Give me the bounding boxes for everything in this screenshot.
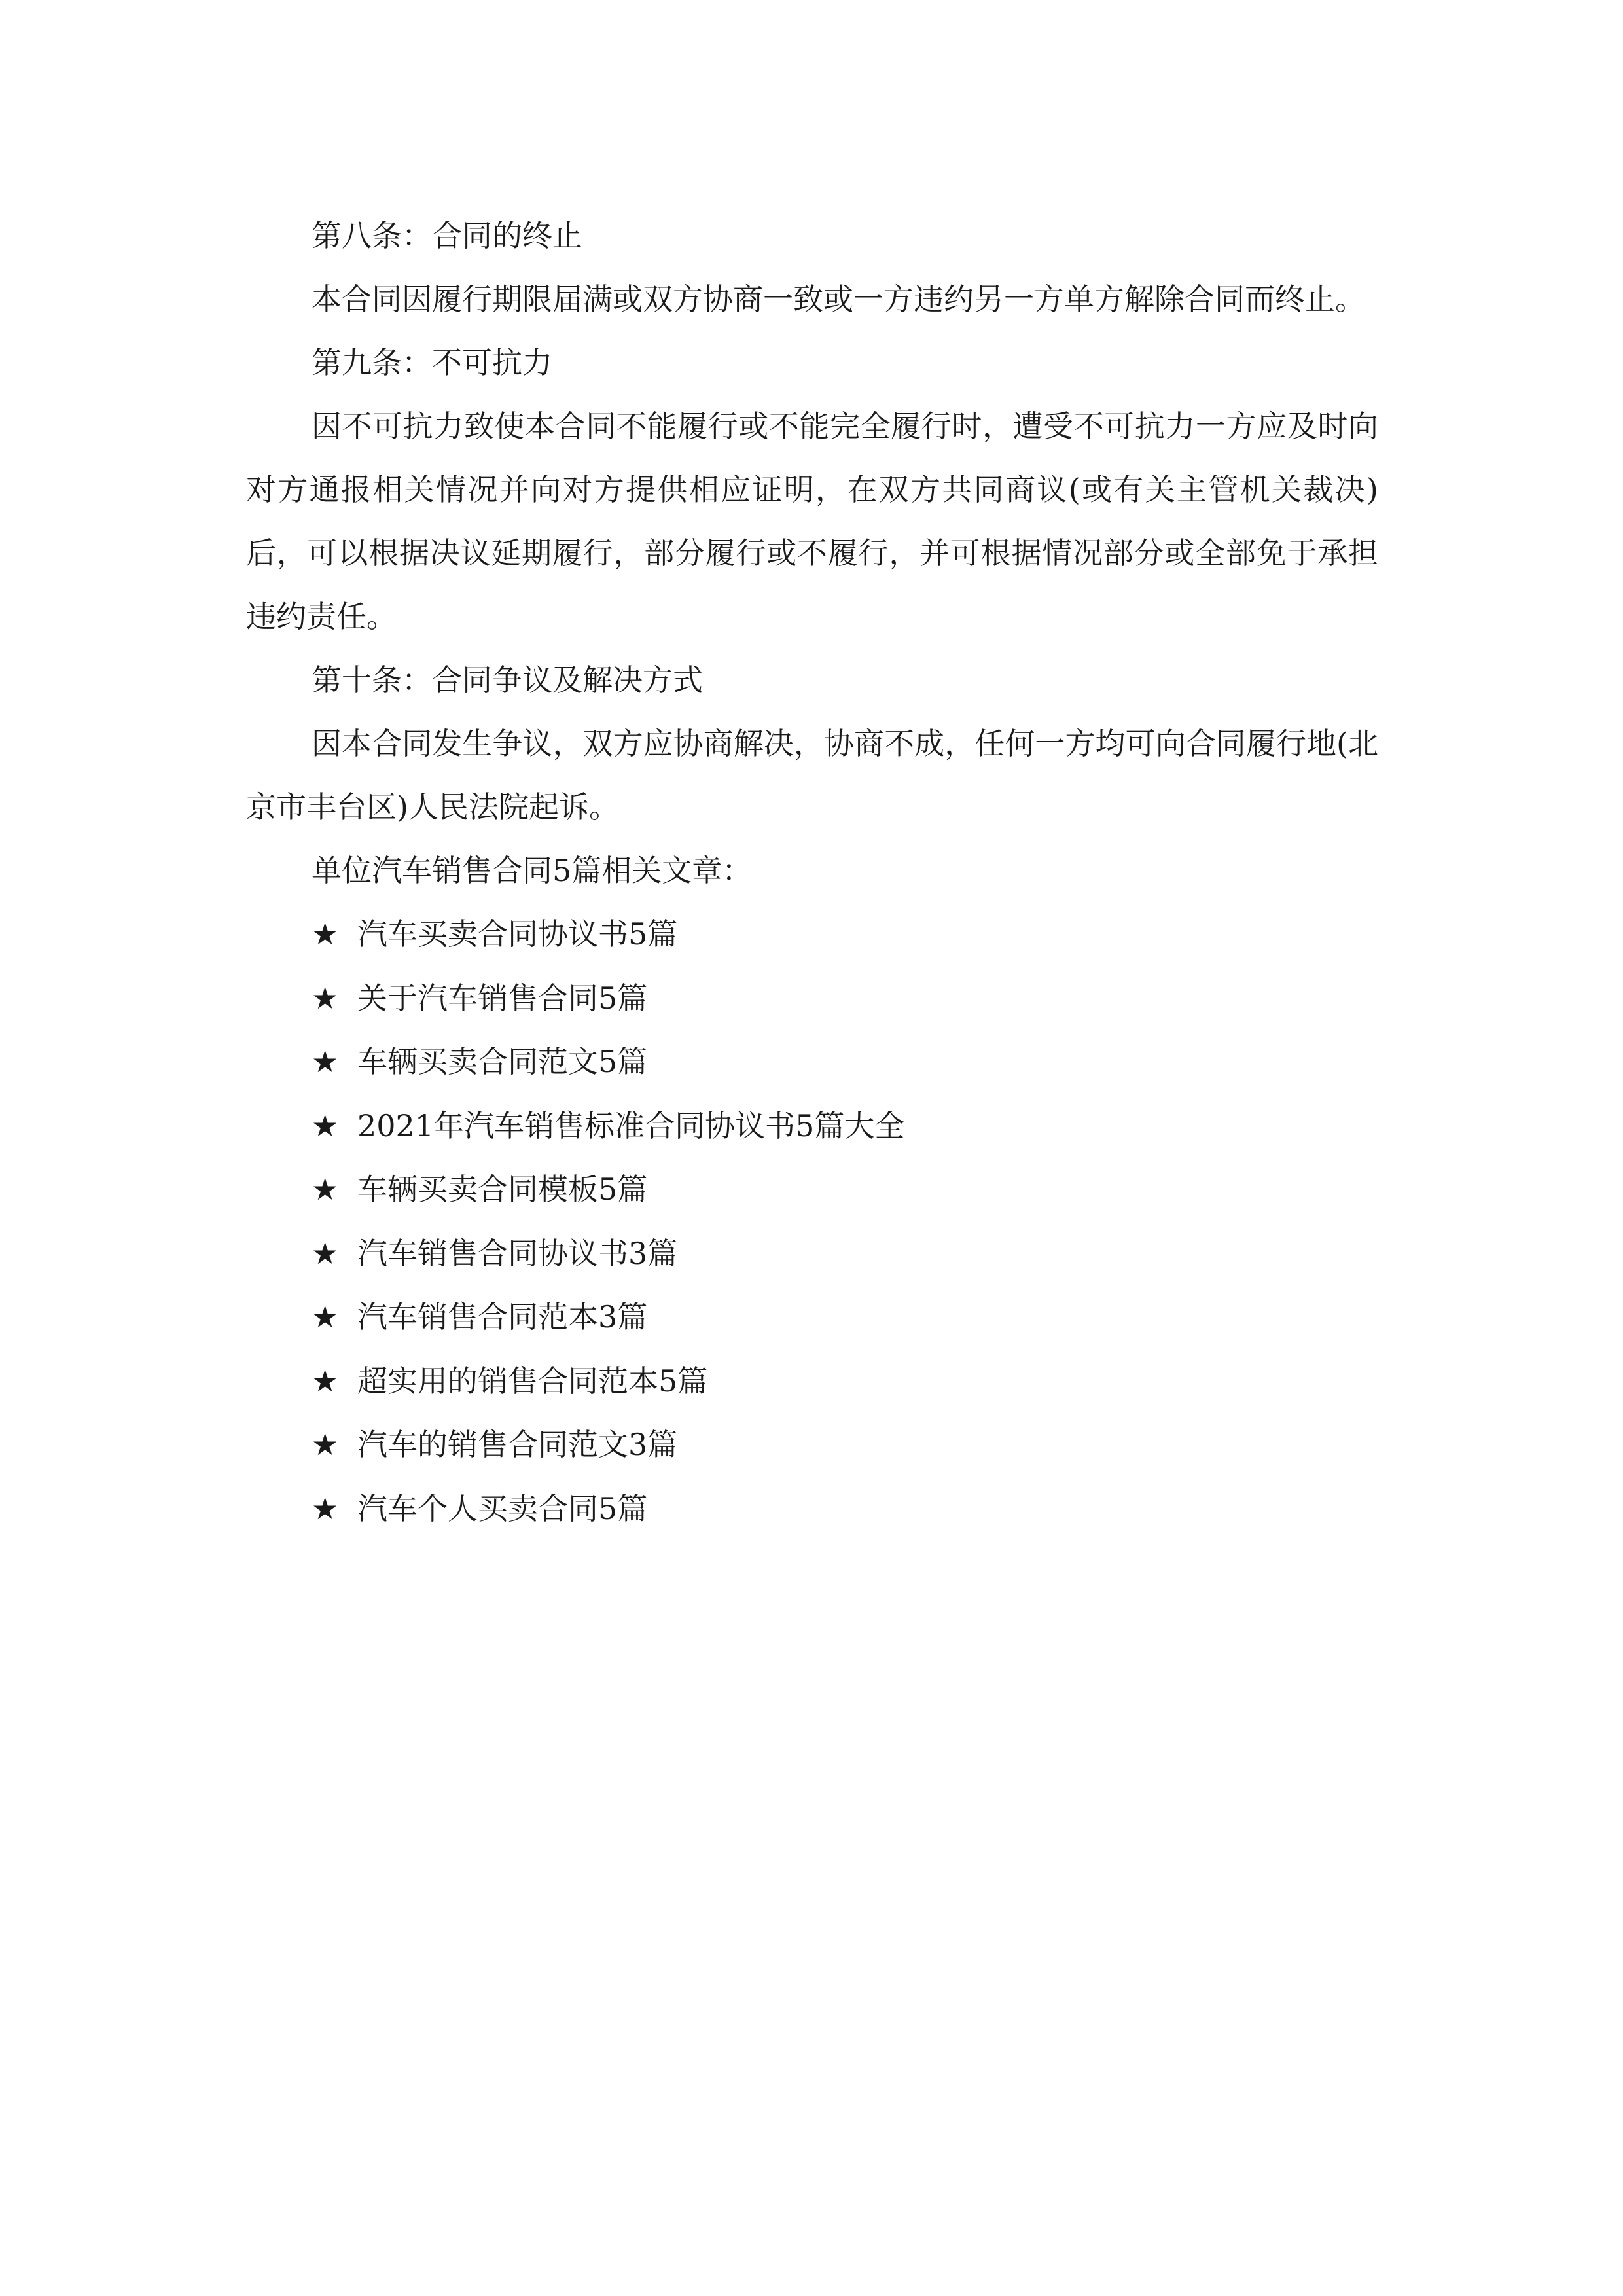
- related-article-link[interactable]: ★ 2021年汽车销售标准合同协议书5篇大全: [246, 1094, 1378, 1158]
- section-paragraph-8: 本合同因履行期限届满或双方协商一致或一方违约另一方单方解除合同而终止。: [312, 281, 1365, 317]
- star-icon: ★: [312, 1490, 339, 1526]
- star-icon: ★: [312, 1427, 339, 1462]
- related-article-link[interactable]: ★ 关于汽车销售合同5篇: [246, 967, 1378, 1031]
- star-icon: ★: [312, 1235, 339, 1271]
- related-article-link[interactable]: ★ 超实用的销售合同范本5篇: [246, 1350, 1378, 1414]
- related-article-link[interactable]: ★ 车辆买卖合同范文5篇: [246, 1030, 1378, 1094]
- section-paragraph-10: 因本合同发生争议，双方应协商解决，协商不成，任何一方均可向合同履行地(北京市丰台区)人民法院起诉。: [246, 726, 1378, 825]
- section-heading-9: 第九条：不可抗力: [312, 345, 552, 380]
- related-articles-title: 单位汽车销售合同5篇相关文章：: [312, 853, 753, 888]
- star-icon: ★: [312, 1172, 339, 1207]
- star-icon: ★: [312, 980, 339, 1016]
- star-icon: ★: [312, 1299, 339, 1335]
- section-paragraph-9: 因不可抗力致使本合同不能履行或不能完全履行时，遭受不可抗力一方应及时向对方通报相关情况并向对方提供相应证明，在双方共同商议(或有关主管机关裁决)后，可以根据决议延期履行，部分履行或不履行，并可根据情况部分或全部免于承担违约责任。: [246, 408, 1378, 634]
- section-heading-8: 第八条：合同的终止: [312, 218, 582, 253]
- star-icon: ★: [312, 916, 339, 952]
- related-article-link[interactable]: ★ 汽车销售合同范本3篇: [246, 1285, 1378, 1350]
- related-article-link[interactable]: ★ 汽车个人买卖合同5篇: [246, 1477, 1378, 1541]
- related-article-link[interactable]: ★ 汽车的销售合同范文3篇: [246, 1413, 1378, 1477]
- section-heading-10: 第十条：合同争议及解决方式: [312, 662, 703, 698]
- related-article-link[interactable]: ★ 汽车买卖合同协议书5篇: [246, 903, 1378, 967]
- star-icon: ★: [312, 1044, 339, 1079]
- star-icon: ★: [312, 1363, 339, 1399]
- star-icon: ★: [312, 1107, 339, 1143]
- related-articles-list: [246, 903, 1378, 1541]
- document-body: [246, 204, 1378, 1541]
- related-article-link[interactable]: ★ 汽车销售合同协议书3篇: [246, 1222, 1378, 1286]
- related-article-link[interactable]: ★ 车辆买卖合同模板5篇: [246, 1158, 1378, 1222]
